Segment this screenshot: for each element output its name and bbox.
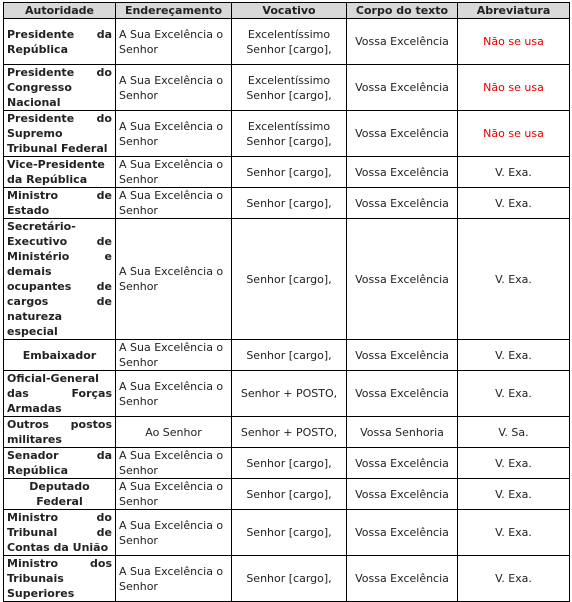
cell-autoridade: Presidente da República — [4, 19, 116, 65]
table-row — [4, 340, 570, 371]
cell-corpo: Vossa Senhoria — [347, 417, 458, 448]
cell-enderecamento: A Sua Excelência o Senhor — [116, 157, 232, 188]
cell-vocativo: Excelentíssimo Senhor [cargo], — [232, 65, 347, 111]
cell-abreviatura: Não se usa — [458, 111, 570, 157]
cell-vocativo: Senhor + POSTO, — [232, 371, 347, 417]
cell-vocativo: Senhor [cargo], — [232, 219, 347, 340]
cell-autoridade: Ministro de Estado — [4, 188, 116, 219]
cell-vocativo: Senhor [cargo], — [232, 556, 347, 602]
cell-enderecamento: A Sua Excelência o Senhor — [116, 111, 232, 157]
cell-abreviatura: Não se usa — [458, 65, 570, 111]
cell-corpo: Vossa Excelência — [347, 157, 458, 188]
table-header-row — [4, 3, 570, 19]
cell-corpo: Vossa Excelência — [347, 219, 458, 340]
table-row — [4, 417, 570, 448]
cell-corpo: Vossa Excelência — [347, 65, 458, 111]
cell-corpo: Vossa Excelência — [347, 510, 458, 556]
cell-abreviatura: V. Exa. — [458, 188, 570, 219]
header-enderecamento: Endereçamento — [116, 3, 232, 19]
table-row — [4, 188, 570, 219]
cell-vocativo: Senhor [cargo], — [232, 448, 347, 479]
cell-corpo: Vossa Excelência — [347, 479, 458, 510]
cell-corpo: Vossa Excelência — [347, 371, 458, 417]
cell-abreviatura: V. Exa. — [458, 371, 570, 417]
cell-abreviatura: V. Exa. — [458, 448, 570, 479]
cell-corpo: Vossa Excelência — [347, 556, 458, 602]
cell-vocativo: Excelentíssimo Senhor [cargo], — [232, 111, 347, 157]
table-row — [4, 448, 570, 479]
header-abreviatura: Abreviatura — [458, 3, 570, 19]
table-row — [4, 157, 570, 188]
cell-enderecamento: A Sua Excelência o Senhor — [116, 19, 232, 65]
cell-vocativo: Excelentíssimo Senhor [cargo], — [232, 19, 347, 65]
cell-enderecamento: A Sua Excelência o Senhor — [116, 371, 232, 417]
table-row — [4, 479, 570, 510]
header-vocativo: Vocativo — [232, 3, 347, 19]
cell-enderecamento: A Sua Excelência o Senhor — [116, 448, 232, 479]
cell-autoridade: Presidente do Congresso Nacional — [4, 65, 116, 111]
cell-abreviatura: V. Exa. — [458, 219, 570, 340]
header-corpo-do-texto: Corpo do texto — [347, 3, 458, 19]
cell-abreviatura: V. Exa. — [458, 479, 570, 510]
cell-enderecamento: A Sua Excelência o Senhor — [116, 556, 232, 602]
cell-corpo: Vossa Excelência — [347, 19, 458, 65]
table-row — [4, 19, 570, 65]
cell-abreviatura: V. Exa. — [458, 556, 570, 602]
header-autoridade: Autoridade — [4, 3, 116, 19]
cell-vocativo: Senhor [cargo], — [232, 479, 347, 510]
table-row — [4, 371, 570, 417]
table-row — [4, 111, 570, 157]
table-row — [4, 556, 570, 602]
cell-enderecamento: A Sua Excelência o Senhor — [116, 479, 232, 510]
cell-autoridade: Ministro do Tribunal de Contas da União — [4, 510, 116, 556]
cell-autoridade: Deputado Federal — [4, 479, 116, 510]
cell-autoridade: Presidente do Supremo Tribunal Federal — [4, 111, 116, 157]
cell-autoridade: Senador da República — [4, 448, 116, 479]
cell-abreviatura: V. Exa. — [458, 340, 570, 371]
cell-vocativo: Senhor [cargo], — [232, 510, 347, 556]
table-row — [4, 219, 570, 340]
cell-corpo: Vossa Excelência — [347, 188, 458, 219]
cell-autoridade: Vice-Presidente da República — [4, 157, 116, 188]
cell-abreviatura: Não se usa — [458, 19, 570, 65]
cell-enderecamento: A Sua Excelência o Senhor — [116, 340, 232, 371]
cell-autoridade: Ministro dos Tribunais Superiores — [4, 556, 116, 602]
cell-vocativo: Senhor [cargo], — [232, 188, 347, 219]
cell-corpo: Vossa Excelência — [347, 340, 458, 371]
cell-vocativo: Senhor [cargo], — [232, 340, 347, 371]
cell-abreviatura: V. Exa. — [458, 510, 570, 556]
cell-abreviatura: V. Exa. — [458, 157, 570, 188]
cell-abreviatura: V. Sa. — [458, 417, 570, 448]
table-row — [4, 510, 570, 556]
cell-corpo: Vossa Excelência — [347, 111, 458, 157]
cell-autoridade: Embaixador — [4, 340, 116, 371]
cell-vocativo: Senhor [cargo], — [232, 157, 347, 188]
cell-vocativo: Senhor + POSTO, — [232, 417, 347, 448]
table-row — [4, 65, 570, 111]
cell-enderecamento: Ao Senhor — [116, 417, 232, 448]
cell-enderecamento: A Sua Excelência o Senhor — [116, 188, 232, 219]
cell-autoridade: Outros postos militares — [4, 417, 116, 448]
cell-enderecamento: A Sua Excelência o Senhor — [116, 510, 232, 556]
cell-autoridade: Secretário-Executivo de Ministério e demais ocupantes de cargos de natureza especial — [4, 219, 116, 340]
cell-enderecamento: A Sua Excelência o Senhor — [116, 219, 232, 340]
cell-corpo: Vossa Excelência — [347, 448, 458, 479]
cell-enderecamento: A Sua Excelência o Senhor — [116, 65, 232, 111]
cell-autoridade: Oficial-General das Forças Armadas — [4, 371, 116, 417]
pronomes-de-tratamento-table — [3, 2, 570, 602]
